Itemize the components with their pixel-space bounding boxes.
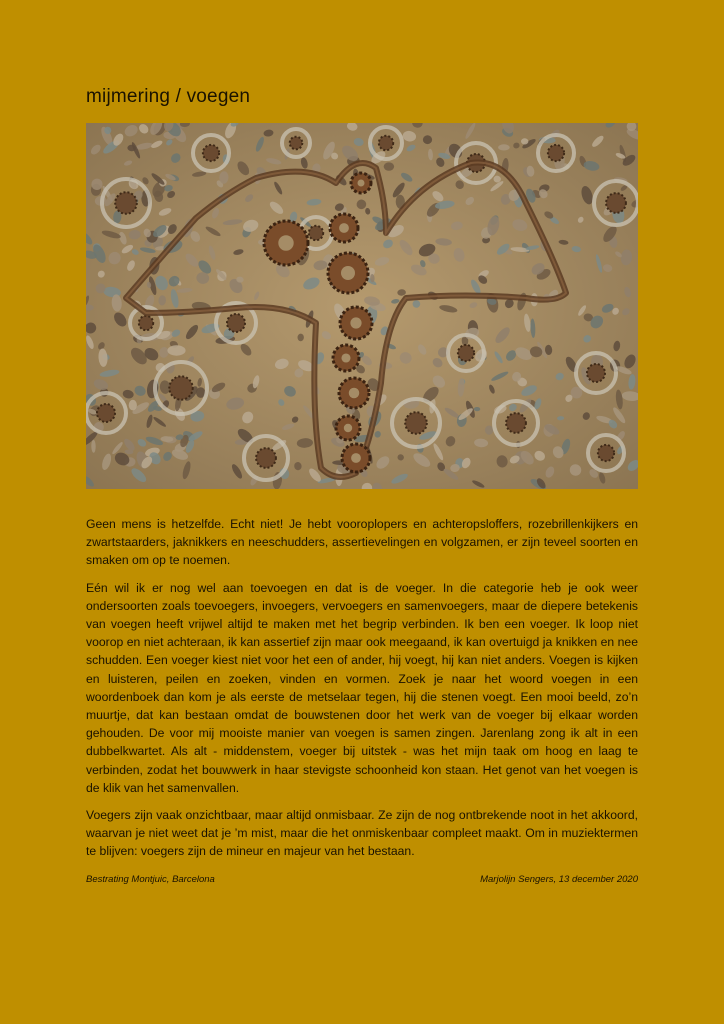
mosaic-gear-center (97, 404, 115, 422)
gear-hub (350, 317, 361, 328)
page-title: mijmering / voegen (86, 86, 251, 107)
gear-hub (344, 424, 352, 432)
gear-hub (351, 453, 361, 463)
mosaic-gear-center (256, 448, 276, 468)
paragraph: Eén wil ik er nog wel aan toevoegen en dat is de voeger. In die categorie heb je ook weer ondersoorten zoals toevoegers, invoegers, vervoegers en samenvoegers, maar de diepere betekenis van voegen heeft vrijwel altijd te maken met het begrip verbinden. Ik ben een voeger. Ik loop niet voorop en niet achteraan, ik kan assertief zijn maar ook meegaand, ik kan overtuigd ja knikken en nee schudden. Een voeger kiest niet voor het een of ander, hij voegt, hij kan niet anders. Voegen is kijken en luisteren, peilen en zoeken, vinden en vormen. Zoek je naar het woord voegen in een woordenboek dan kom je als eerste de metselaar tegen, hij die stenen voegt. Een mooi beeld, zo’n muurtje, dat kan bestaan omdat de bouwstenen door het werk van de voeger bij elkaar worden gehouden. De voor mij mooiste manier van voegen is samen zingen. Jarenlang zong ik alt in een dubbelkwartet. Als alt - middenstem, voeger bij uitstek - was het mijn taak om hoog en laag te verbinden, zodat het bouwwerk in haar stevigste schoonheid kon staan. Het genot van het voegen is de klik van het samenvallen. (86, 580, 638, 795)
paragraph: Voegers zijn vaak onzichtbaar, maar altijd onmisbaar. Ze zijn de nog ontbrekende noot in het akkoord, waarvan je niet weet dat je ’m mist, maar die het onmiskenbaar compleet maakt. Om in muziektermen te blijven: voegers zijn de mineur en majeur van het bestaan. (86, 808, 638, 859)
mosaic-gear-center (587, 364, 605, 382)
mosaic-gear-center (548, 145, 564, 161)
mosaic-gear-center (506, 413, 526, 433)
gear-hub (341, 266, 355, 280)
footer (86, 874, 638, 885)
gear-hub (358, 180, 365, 187)
mosaic-gear-center (115, 192, 137, 214)
author-date: Marjolijn Sengers, 13 december 2020 (480, 874, 638, 885)
mosaic-gear-center (309, 226, 323, 240)
mosaic-gear-center (606, 193, 626, 213)
mosaic-gear-center (227, 314, 245, 332)
gear-hub (349, 388, 360, 399)
mosaic-gear-center (405, 412, 427, 434)
gear-hub (339, 223, 349, 233)
pebble (384, 162, 394, 170)
pebble (423, 135, 432, 144)
mosaic-gear-center (598, 445, 614, 461)
pebble (167, 345, 185, 355)
pebble (129, 400, 137, 411)
mosaic-gear-center (290, 137, 303, 150)
paragraph: Geen mens is hetzelfde. Echt niet! Je hebt vooroplopers en achteropsloffers, rozebrillenkijkers en zwartstaarders, jaknikkers en neeschudders, assertievelingen en volgzamen, er zijn teveel soorten en smaken om op te noemen. (86, 517, 638, 568)
gear-hub (278, 235, 293, 250)
pebble (498, 144, 510, 150)
gear-hub (341, 353, 350, 362)
mosaic-gear-center (203, 145, 219, 161)
mosaic-gear-center (139, 316, 153, 330)
mosaic-photo (86, 123, 638, 489)
article-body (86, 515, 638, 870)
pebble-mosaic-image (86, 123, 638, 489)
mosaic-gear-center (458, 345, 474, 361)
mosaic-gear-center (169, 376, 192, 399)
photo-caption: Bestrating Montjuic, Barcelona (86, 874, 215, 885)
mosaic-gear-center (379, 136, 393, 150)
